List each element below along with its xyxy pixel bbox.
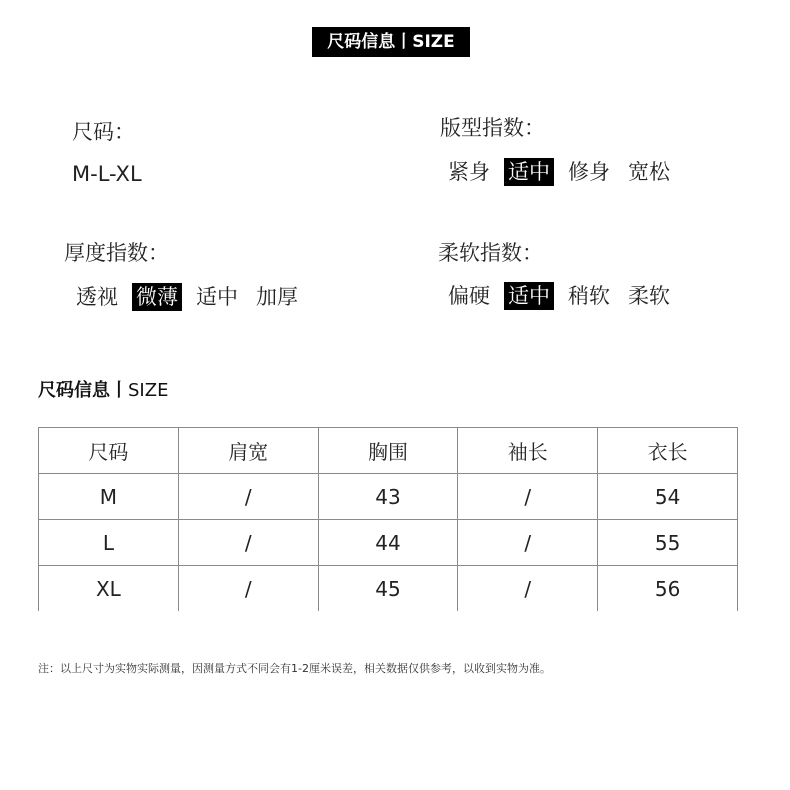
table-cell: M xyxy=(39,474,179,520)
table-cell: / xyxy=(178,566,318,612)
thickness-option: 透视 xyxy=(76,285,118,309)
softness-option: 偏硬 xyxy=(448,284,490,308)
table-cell: 56 xyxy=(598,566,738,612)
measurement-note: 注：以上尺寸为实物实际测量，因测量方式不同会有1-2厘米误差，相关数据仅供参考，以收到实物为准。 xyxy=(38,662,551,675)
table-cell: / xyxy=(458,474,598,520)
table-cell: L xyxy=(39,520,179,566)
softness-index-label: 柔软指数： xyxy=(438,241,543,265)
table-cell: 54 xyxy=(598,474,738,520)
thickness-option: 适中 xyxy=(196,285,238,309)
size-table-title-main: 尺码信息丨 xyxy=(38,380,128,401)
softness-option-selected: 适中 xyxy=(504,282,554,310)
fit-option: 修身 xyxy=(568,160,610,184)
size-table-title-size: SIZE xyxy=(128,380,169,401)
table-cell: XL xyxy=(39,566,179,612)
table-cell: / xyxy=(178,520,318,566)
fit-index-options xyxy=(444,158,684,186)
table-cell: 55 xyxy=(598,520,738,566)
table-cell: / xyxy=(458,566,598,612)
table-cell: / xyxy=(458,520,598,566)
softness-option: 柔软 xyxy=(628,284,670,308)
fit-index-label: 版型指数： xyxy=(440,116,545,140)
column-header: 肩宽 xyxy=(178,428,318,474)
table-cell: 44 xyxy=(318,520,458,566)
column-header: 胸围 xyxy=(318,428,458,474)
table-row xyxy=(39,566,738,612)
softness-option: 稍软 xyxy=(568,284,610,308)
fit-option: 紧身 xyxy=(448,160,490,184)
size-info-banner: 尺码信息丨SIZE xyxy=(312,27,470,57)
thickness-index-label: 厚度指数： xyxy=(64,241,169,265)
thickness-option-selected: 微薄 xyxy=(132,283,182,311)
size-label: 尺码： xyxy=(72,120,135,144)
table-header-row xyxy=(39,428,738,474)
table-cell: 43 xyxy=(318,474,458,520)
table-cell: 45 xyxy=(318,566,458,612)
column-header: 袖长 xyxy=(458,428,598,474)
size-table xyxy=(38,427,738,611)
table-row xyxy=(39,520,738,566)
table-row xyxy=(39,474,738,520)
fit-option-selected: 适中 xyxy=(504,158,554,186)
column-header: 衣长 xyxy=(598,428,738,474)
thickness-index-options xyxy=(72,283,312,311)
size-table-title xyxy=(38,376,168,402)
fit-option: 宽松 xyxy=(628,160,670,184)
thickness-option: 加厚 xyxy=(256,285,298,309)
table-cell: / xyxy=(178,474,318,520)
softness-index-options xyxy=(444,282,684,310)
column-header: 尺码 xyxy=(39,428,179,474)
size-value: M-L-XL xyxy=(72,162,142,186)
